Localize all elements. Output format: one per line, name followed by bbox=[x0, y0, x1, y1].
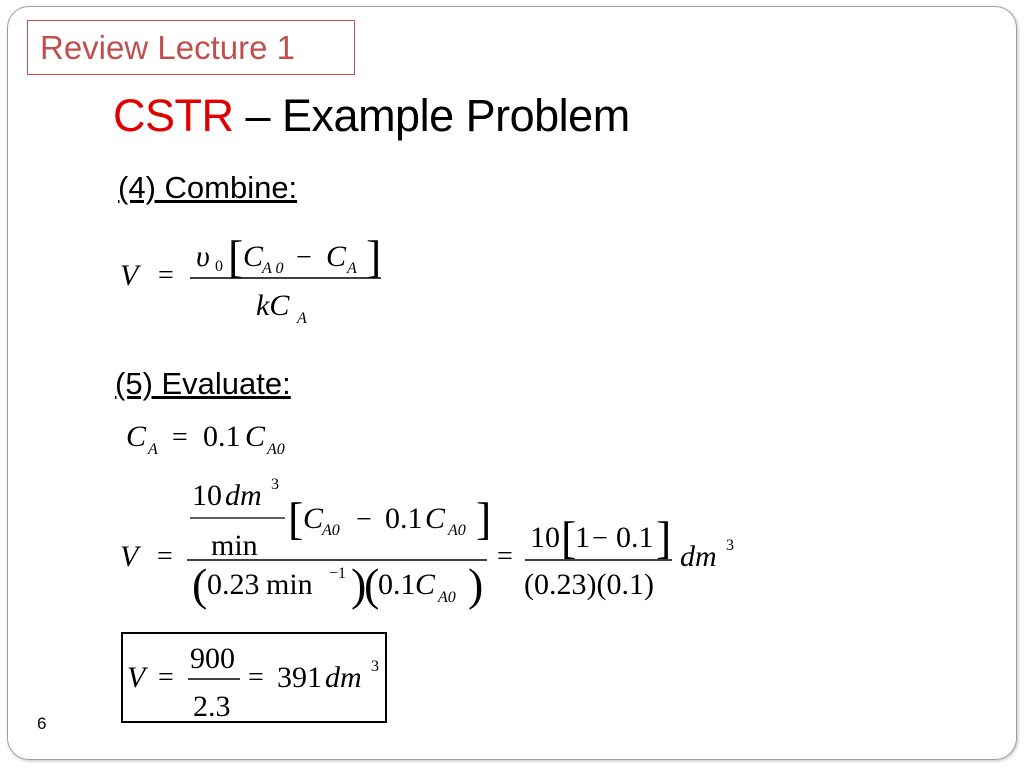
eq3-minus: − bbox=[356, 504, 372, 535]
eq1-c: C bbox=[243, 240, 264, 273]
eq3-den-paren-open2: ( bbox=[364, 559, 380, 610]
title-rest: – Example Problem bbox=[233, 90, 630, 141]
eq4-lhs: V bbox=[127, 661, 146, 694]
eq3-den-c: C bbox=[415, 568, 436, 601]
equation-combine bbox=[120, 231, 381, 327]
step-evaluate-heading: (5) Evaluate: bbox=[115, 366, 291, 401]
eq3-equals2: = bbox=[497, 541, 513, 572]
eq1-c2: C bbox=[326, 240, 347, 273]
eq3-equals: = bbox=[157, 541, 173, 572]
eq4-exp: 3 bbox=[371, 658, 379, 675]
eq3-rhs-one: 1 bbox=[575, 521, 590, 554]
eq1-denominator-sub: A bbox=[297, 310, 307, 327]
eq1-bracket-open: [ bbox=[228, 231, 244, 282]
eq3-c: C bbox=[303, 502, 324, 535]
eq3-lhs: V bbox=[120, 540, 139, 573]
eq4-den: 2.3 bbox=[193, 690, 231, 723]
eq3-den-paren-close: ) bbox=[351, 559, 367, 610]
eq3-sub-a0: A0 bbox=[322, 522, 340, 539]
eq1-sub-a0: A 0 bbox=[262, 260, 284, 277]
eq1-sub-a: A bbox=[347, 260, 357, 277]
eq3-rhs-pt1: 0.1 bbox=[616, 521, 654, 554]
eq4-dm: dm bbox=[325, 661, 362, 694]
eq3-bracket-close: ] bbox=[476, 493, 492, 544]
eq2-equals: = bbox=[172, 422, 188, 453]
eq2-coef: 0.1 bbox=[203, 420, 241, 453]
eq2-sub-a: A bbox=[148, 441, 158, 458]
eq4-equals: = bbox=[158, 662, 174, 693]
eq3-rhs-ten: 10 bbox=[530, 521, 560, 554]
eq2-c2: C bbox=[245, 420, 266, 453]
eq2-sub-a0: A0 bbox=[267, 441, 285, 458]
equation-ca bbox=[126, 420, 285, 458]
eq1-lhs: V bbox=[120, 259, 139, 292]
eq3-den-exp: −1 bbox=[329, 565, 347, 582]
eq3-exp3: 3 bbox=[271, 476, 279, 493]
eq3-rhs-exp: 3 bbox=[726, 537, 734, 554]
page-number: 6 bbox=[37, 714, 47, 733]
equation-evaluate bbox=[120, 476, 734, 610]
eq1-denominator: kC bbox=[256, 289, 290, 322]
eq3-rhs-bracket-open: [ bbox=[561, 512, 577, 563]
eq3-rhs-den: (0.23)(0.1) bbox=[524, 568, 654, 601]
eq3-sub-a0b: A0 bbox=[448, 522, 466, 539]
eq3-rhs-bracket-close: ] bbox=[656, 512, 672, 563]
eq3-den-coef: 0.1 bbox=[378, 568, 416, 601]
eq3-c2: C bbox=[425, 502, 446, 535]
eq3-den-val: 0.23 bbox=[207, 568, 260, 601]
eq3-rhs-minus: − bbox=[592, 523, 608, 554]
eq2-c: C bbox=[126, 420, 147, 453]
eq3-ten: 10 bbox=[192, 479, 222, 512]
eq3-coef: 0.1 bbox=[385, 502, 423, 535]
eq3-min: min bbox=[211, 529, 258, 562]
eq4-num: 900 bbox=[190, 642, 235, 675]
eq3-den-min: min bbox=[266, 568, 313, 601]
eq3-den-paren-close2: ) bbox=[468, 559, 484, 610]
eq3-dm: dm bbox=[225, 479, 262, 512]
eq1-nu: υ bbox=[196, 240, 210, 273]
eq4-equals2: = bbox=[248, 662, 264, 693]
eq3-rhs-dm: dm bbox=[680, 540, 717, 573]
eq1-nu-sub: 0 bbox=[215, 258, 223, 275]
eq1-bracket-close: ] bbox=[366, 231, 382, 282]
eq1-minus: − bbox=[296, 242, 312, 273]
eq3-bracket-open: [ bbox=[288, 493, 304, 544]
lecture-tag: Review Lecture 1 bbox=[40, 29, 295, 66]
eq3-den-paren-open: ( bbox=[192, 559, 208, 610]
equation-answer bbox=[127, 642, 379, 723]
eq4-value: 391 bbox=[277, 661, 322, 694]
step-combine-heading: (4) Combine: bbox=[118, 170, 298, 205]
title-highlight: CSTR bbox=[113, 90, 234, 141]
eq1-equals: = bbox=[158, 260, 174, 291]
eq3-den-sub: A0 bbox=[438, 589, 456, 606]
